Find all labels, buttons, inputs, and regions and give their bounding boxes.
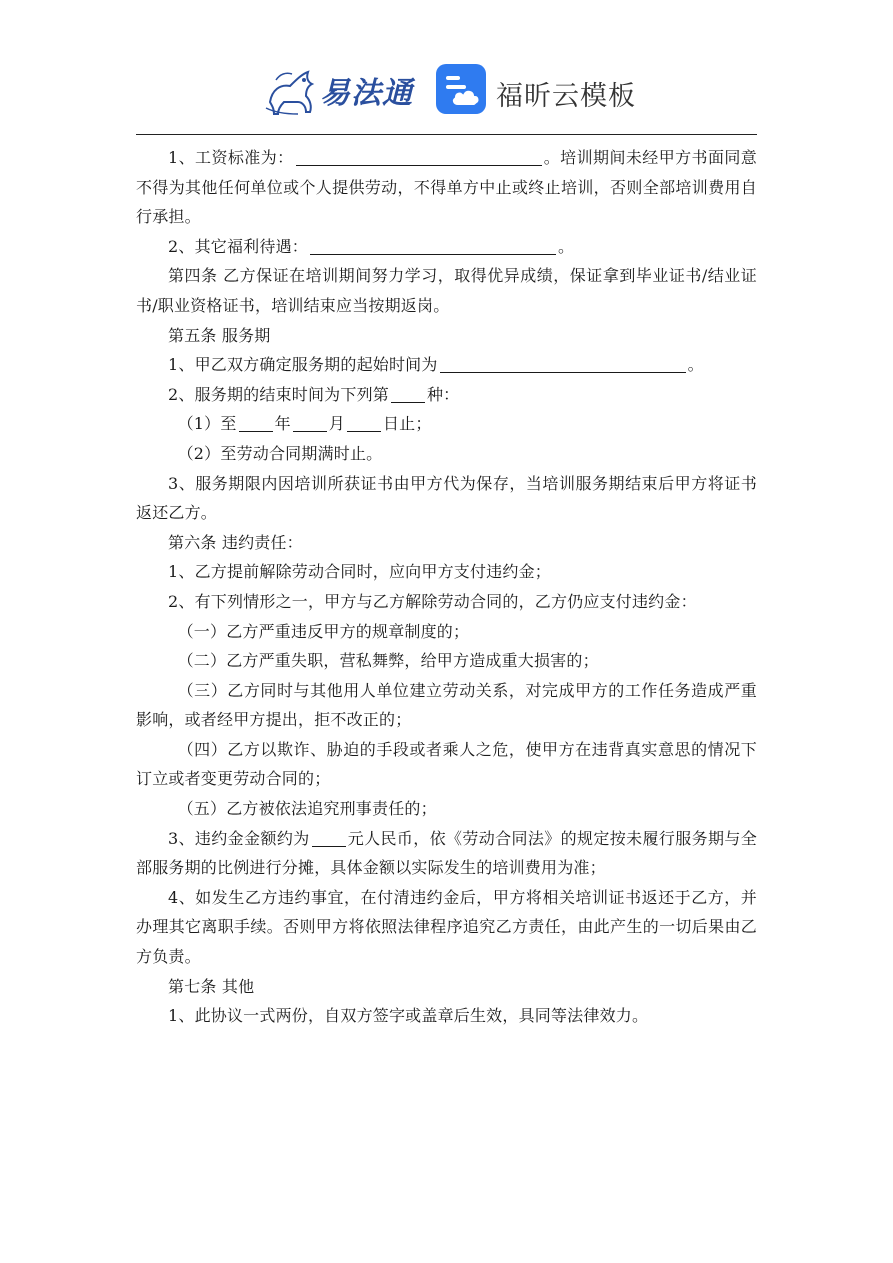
day-blank [347,415,381,432]
case-4: （四）乙方以欺诈、胁迫的手段或者乘人之危，使甲方在违背真实意思的情况下订立或者变更劳动合同的； [136,739,757,789]
article-6-heading: 第六条 违约责任： [168,532,303,552]
header-divider [136,134,757,135]
logo1-name: 易法通 [320,76,413,111]
clause-service-start: 1、甲乙双方确定服务期的起始时间为 。 [168,355,704,375]
wage-blank [296,149,542,166]
document-body [136,143,757,1031]
article-5-heading: 第五条 服务期 [168,325,271,345]
qilin-icon [262,62,322,118]
clause-penalty-amount: 3、违约金金额约为 元人民币，依《劳动合同法》的规定按未履行服务期与全部服务期的比例进行分摊，具体金额以实际发生的培训费用为准； [136,828,757,878]
option-2: （2）至劳动合同期满时止。 [177,443,383,463]
clause-termination-cases: 2、有下列情形之一，甲方与乙方解除劳动合同的，乙方仍应支付违约金： [168,591,697,611]
cloud-document-icon [436,64,486,114]
foxit-template-logo [436,64,636,120]
clause-certificate-custody: 3、服务期限内因培训所获证书由甲方代为保存，当培训服务期结束后甲方将证书返还乙方。 [136,473,757,523]
case-2: （二）乙方严重失职，营私舞弊，给甲方造成重大损害的； [177,651,599,671]
option-1: （1）至 年 月 日止； [177,414,432,434]
case-5: （五）乙方被依法追究刑事责任的； [177,799,437,819]
article-7-heading: 第七条 其他 [168,976,255,996]
year-blank [239,415,273,432]
benefits-blank [310,238,556,255]
clause-early-termination: 1、乙方提前解除劳动合同时，应向甲方支付违约金； [168,562,551,582]
article-4: 第四条 乙方保证在培训期间努力学习，取得优异成绩，保证拿到毕业证书/结业证书/职业资格证书，培训结束应当按期返岗。 [136,266,757,315]
amount-blank [312,830,346,847]
clause-service-end: 2、服务期的结束时间为下列第 种： [168,384,460,404]
case-1: （一）乙方严重违反甲方的规章制度的； [177,621,470,641]
clause-other-benefits: 2、其它福利待遇： 。 [168,236,575,256]
option-blank [391,386,425,403]
start-date-blank [440,356,686,373]
logo2-name: 福昕云模板 [496,81,636,112]
yifatong-logo [262,62,422,118]
clause-breach-handling: 4、如发生乙方违约事宜，在付清违约金后，甲方将相关培训证书返还于乙方，并办理其它离职手续。否则甲方将依照法律程序追究乙方责任，由此产生的一切后果由乙方负责。 [136,887,757,967]
month-blank [293,415,327,432]
clause-wage-standard: 1、工资标准为： 。培训期间未经甲方书面同意不得为其他任何单位或个人提供劳动，不得单方中止或终止培训，否则全部培训费用自行承担。 [136,148,758,227]
page-header [0,60,893,124]
clause-copies: 1、此协议一式两份，自双方签字或盖章后生效，具同等法律效力。 [168,1006,649,1026]
case-3: （三）乙方同时与其他用人单位建立劳动关系，对完成甲方的工作任务造成严重影响，或者经甲方提出，拒不改正的； [136,680,757,730]
